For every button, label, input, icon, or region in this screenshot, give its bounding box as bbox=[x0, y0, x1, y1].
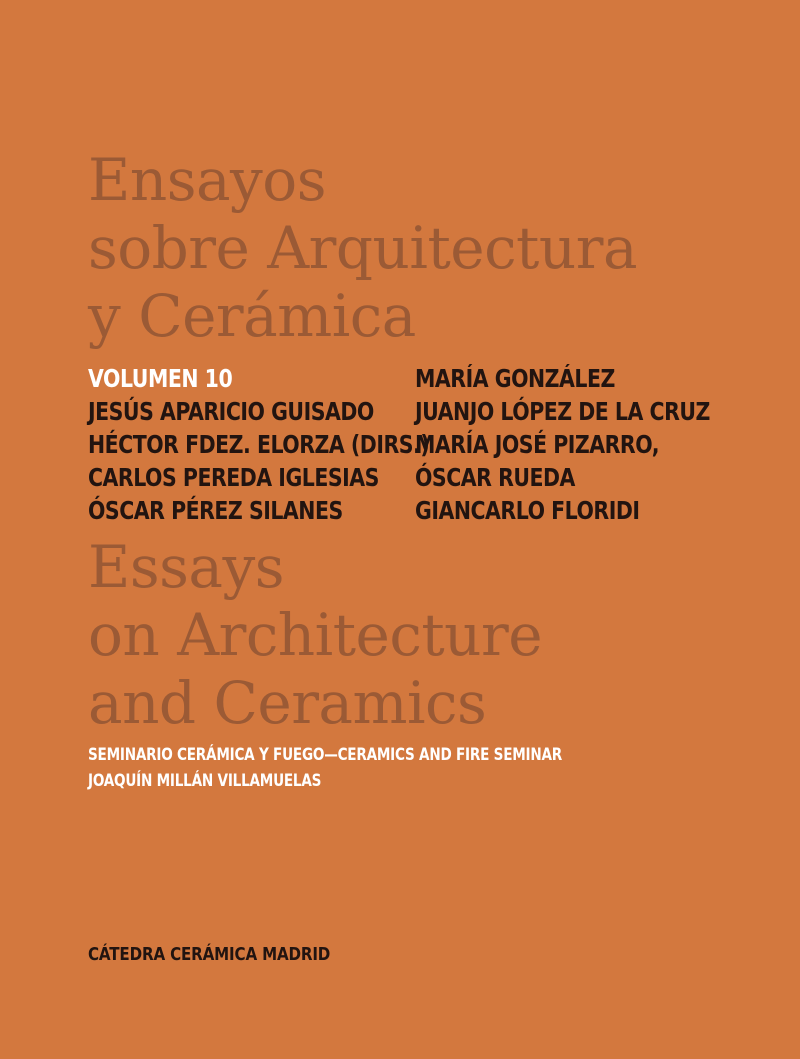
author-name: MARÍA JOSÉ PIZARRO, bbox=[415, 430, 660, 459]
author-name: HÉCTOR FDEZ. ELORZA (DIRS.) bbox=[88, 430, 430, 459]
spanish-title-line-2: sobre Arquitectura bbox=[88, 214, 638, 282]
spanish-title-line-1: Ensayos bbox=[88, 146, 326, 214]
author-name: GIANCARLO FLORIDI bbox=[415, 496, 640, 525]
authors-left-column bbox=[88, 362, 429, 527]
author-name: ÓSCAR PÉREZ SILANES bbox=[88, 496, 343, 525]
spanish-title-line-3: y Cerámica bbox=[88, 282, 416, 350]
seminar-author: JOAQUÍN MILLÁN VILLAMUELAS bbox=[88, 771, 322, 791]
publisher-name: CÁTEDRA CERÁMICA MADRID bbox=[88, 944, 331, 965]
english-title-line-2: on Architecture bbox=[88, 601, 543, 669]
english-title-line-1: Essays bbox=[88, 533, 284, 601]
author-name: MARÍA GONZÁLEZ bbox=[415, 364, 615, 393]
english-title bbox=[88, 533, 542, 737]
seminar-block bbox=[88, 742, 562, 794]
authors-right-column bbox=[415, 362, 710, 527]
author-name: ÓSCAR RUEDA bbox=[415, 463, 575, 492]
spanish-title bbox=[88, 146, 637, 350]
english-title-line-3: and Ceramics bbox=[88, 669, 487, 737]
author-name: CARLOS PEREDA IGLESIAS bbox=[88, 463, 379, 492]
volume-number: VOLUMEN 10 bbox=[88, 364, 233, 393]
author-name: JESÚS APARICIO GUISADO bbox=[88, 397, 374, 426]
seminar-title: SEMINARIO CERÁMICA Y FUEGO—CERAMICS AND FIRE SEMINAR bbox=[88, 745, 563, 765]
author-name: JUANJO LÓPEZ DE LA CRUZ bbox=[415, 397, 710, 426]
